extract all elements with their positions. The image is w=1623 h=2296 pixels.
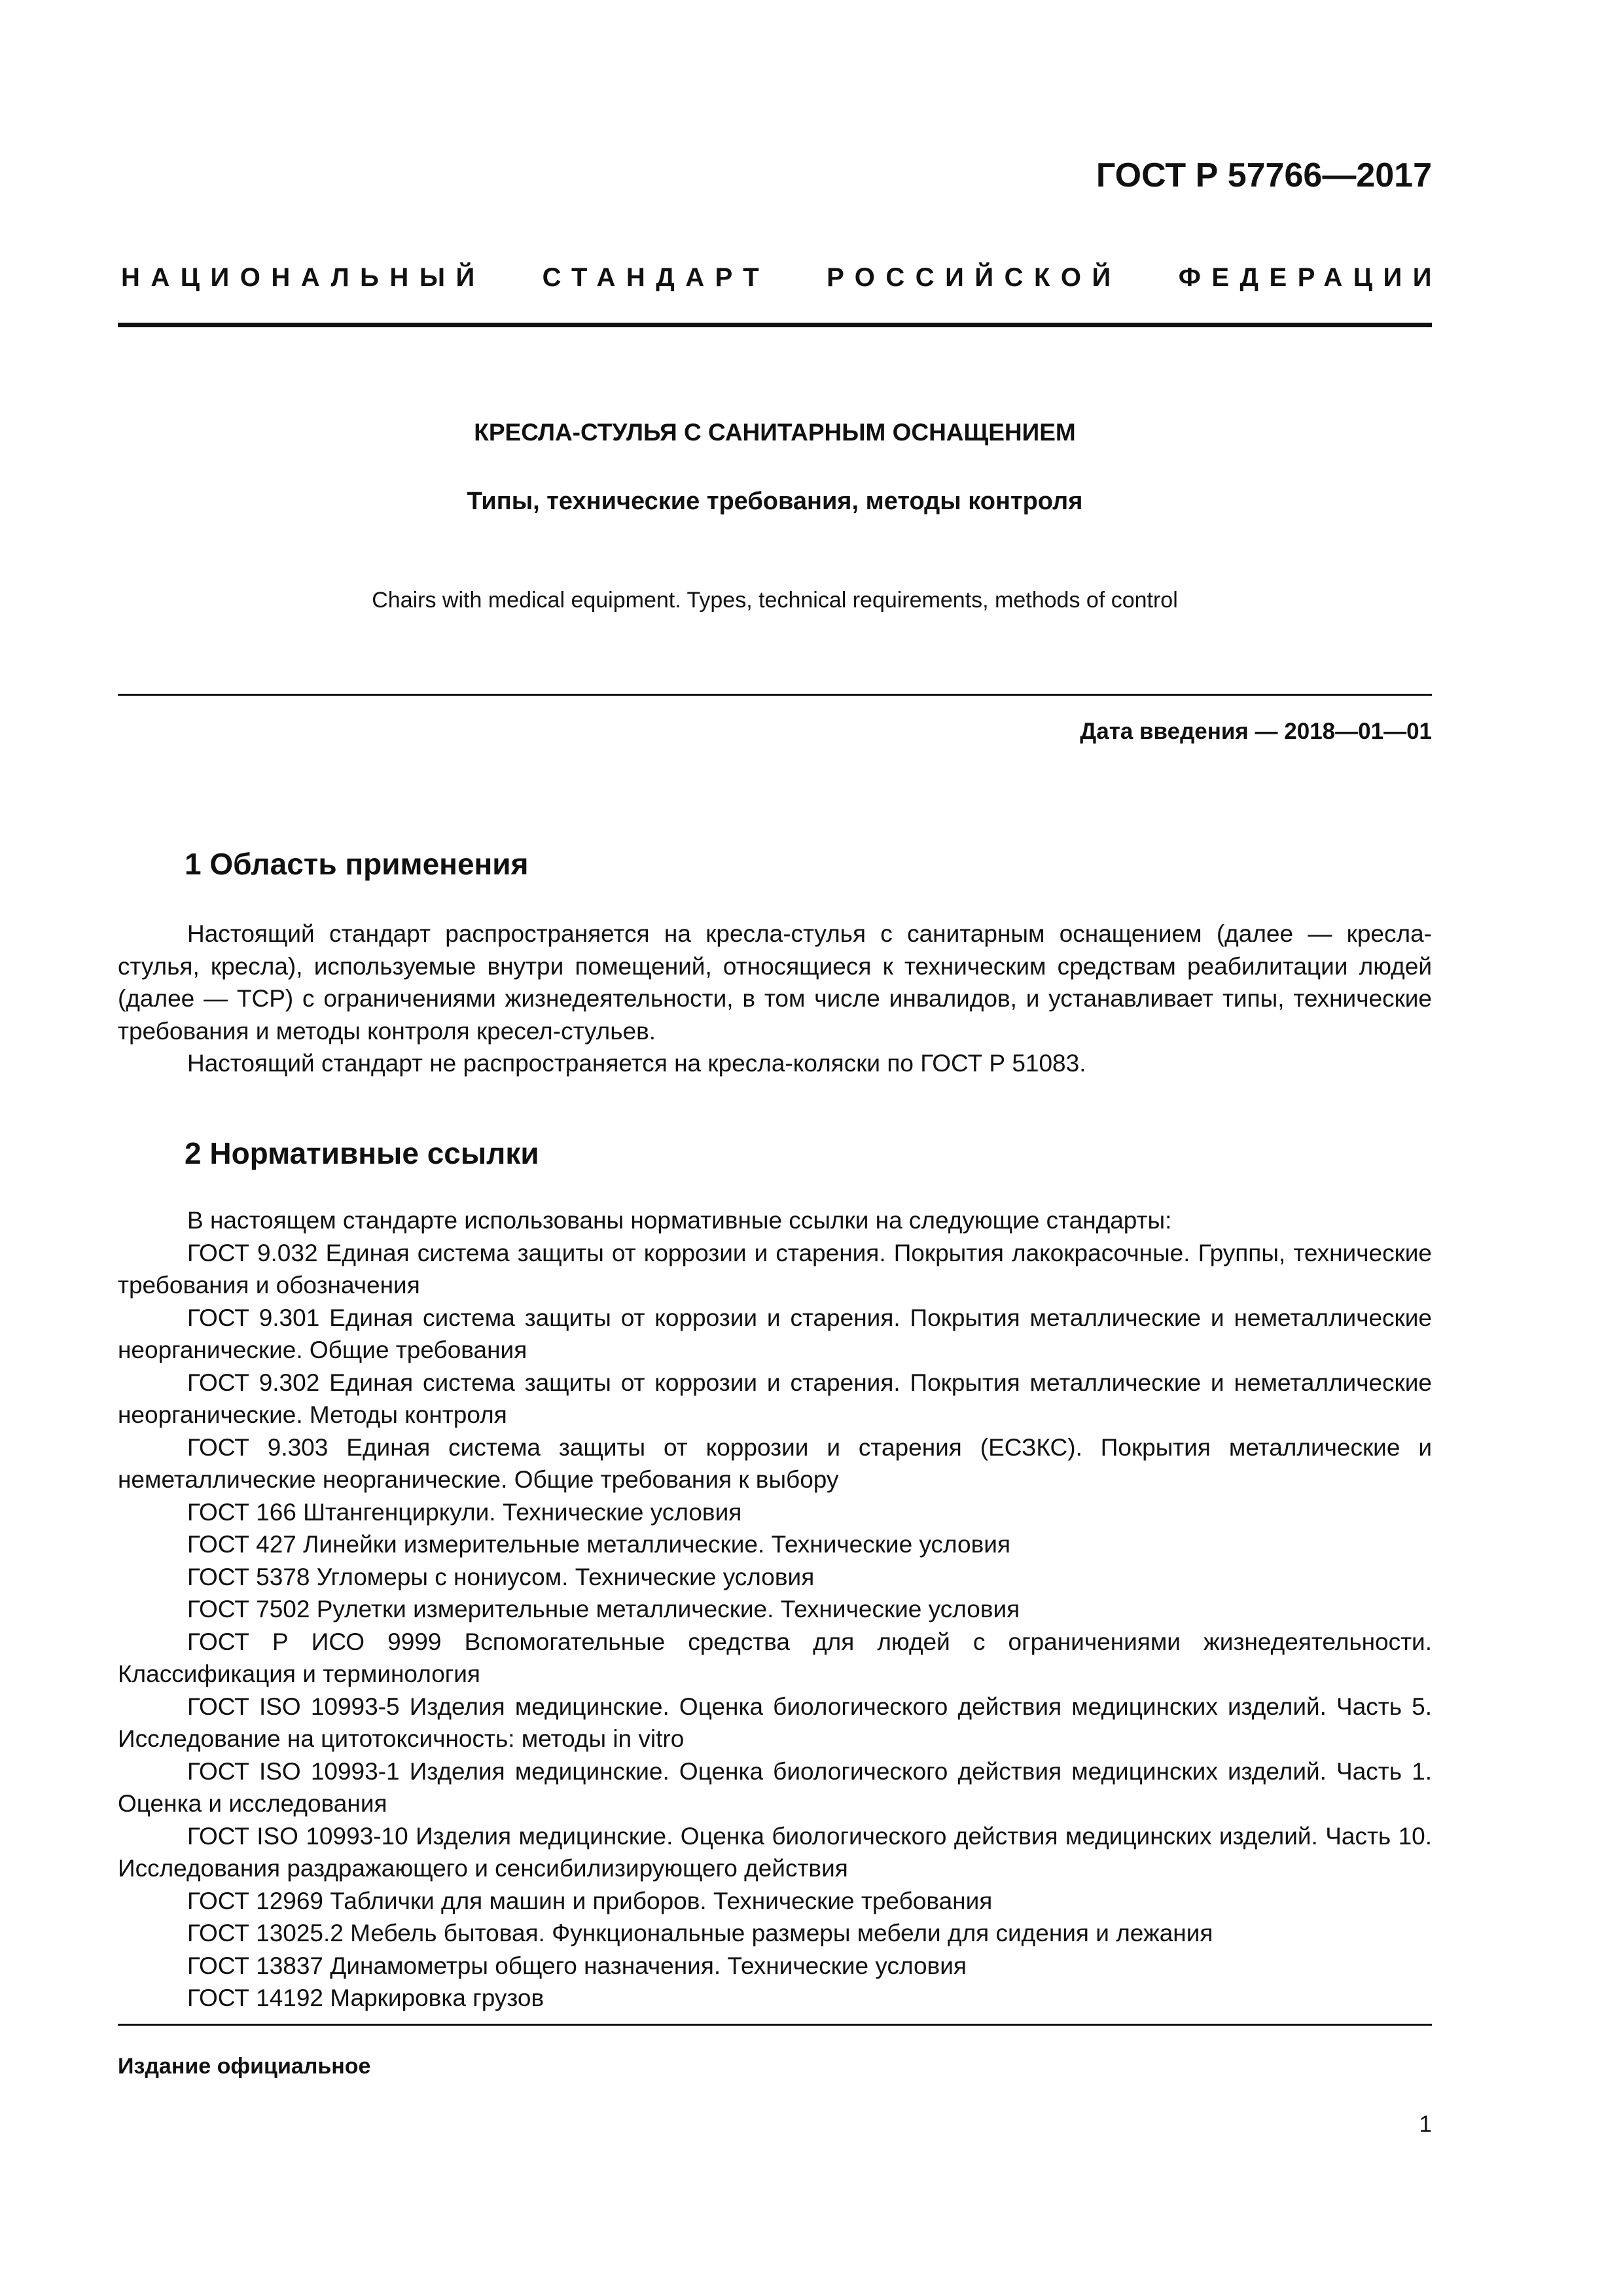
reference-item: ГОСТ ISO 10993-5 Изделия медицинские. Оценка биологического действия медицинских изделий. Часть 5. Исследование на цитотоксичность: методы in vitro xyxy=(118,1693,1432,1752)
official-edition-label: Издание официальное xyxy=(118,2054,371,2079)
doc-number: ГОСТ Р 57766—2017 xyxy=(1096,156,1432,194)
reference-item: ГОСТ 9.032 Единая система защиты от коррозии и старения. Покрытия лакокрасочные. Группы, технические требования и обозначения xyxy=(118,1239,1432,1299)
reference-item: ГОСТ 13837 Динамометры общего назначения. Технические условия xyxy=(187,1952,967,1979)
paragraph: Настоящий стандарт распространяется на кресла-стулья с санитарным оснащением (далее — кресла-стулья, кресла), используемые внутри помещений, относящиеся к техническим средствам реабилитации людей (далее — ТСР) с ограничениями жизнедеятельности, в том числе инвалидов, и устанавливает типы, технические требования и методы контроля кресел-стульев. xyxy=(118,920,1432,1045)
reference-item: ГОСТ 14192 Маркировка грузов xyxy=(187,1984,544,2011)
document-subtitle: Типы, технические требования, методы контроля xyxy=(467,488,1083,515)
reference-item: ГОСТ 9.301 Единая система защиты от коррозии и старения. Покрытия металлические и неметаллические неорганические. Общие требования xyxy=(118,1304,1432,1363)
document-title: КРЕСЛА-СТУЛЬЯ С САНИТАРНЫМ ОСНАЩЕНИЕМ xyxy=(474,419,1076,446)
reference-item: ГОСТ ISO 10993-1 Изделия медицинские. Оценка биологического действия медицинских изделий. Часть 1. Оценка и исследования xyxy=(118,1757,1432,1817)
reference-item: ГОСТ 427 Линейки измерительные металлические. Технические условия xyxy=(187,1531,1010,1558)
paragraph: В настоящем стандарте использованы нормативные ссылки на следующие стандарты: xyxy=(187,1207,1172,1234)
header-rule xyxy=(118,323,1432,327)
reference-item: ГОСТ 9.303 Единая система защиты от коррозии и старения (ЕСЗКС). Покрытия металлические и неметаллические неорганические. Общие требования к выбору xyxy=(118,1433,1432,1493)
banner-word: НАЦИОНАЛЬНЫЙ xyxy=(121,263,486,292)
reference-item: ГОСТ Р ИСО 9999 Вспомогательные средства для людей с ограничениями жизнедеятельности. Классификация и терминология xyxy=(118,1628,1432,1687)
introduction-date: Дата введения — 2018—01—01 xyxy=(1080,719,1432,744)
reference-item: ГОСТ 166 Штангенциркули. Технические условия xyxy=(187,1498,742,1526)
banner-word: ФЕДЕРАЦИИ xyxy=(1178,263,1442,292)
section-references-body xyxy=(118,1204,1432,2015)
page-number: 1 xyxy=(1419,2111,1432,2137)
reference-item: ГОСТ ISO 10993-10 Изделия медицинские. Оценка биологического действия медицинских изделий. Часть 10. Исследования раздражающего и сенсибилизирующего действия xyxy=(118,1822,1432,1882)
national-standard-banner xyxy=(121,263,1442,293)
section-heading-references: 2 Нормативные ссылки xyxy=(185,1136,539,1170)
footer-rule xyxy=(118,2024,1432,2026)
section-scope-body xyxy=(118,918,1432,1080)
banner-word: СТАНДАРТ xyxy=(542,263,770,292)
reference-item: ГОСТ 5378 Угломеры с нониусом. Технические условия xyxy=(187,1563,815,1590)
section-heading-scope: 1 Область применения xyxy=(185,847,529,881)
reference-item: ГОСТ 9.302 Единая система защиты от коррозии и старения. Покрытия металлические и неметаллические неорганические. Методы контроля xyxy=(118,1369,1432,1428)
title-rule xyxy=(118,694,1432,696)
reference-item: ГОСТ 12969 Таблички для машин и приборов. Технические требования xyxy=(187,1887,993,1914)
reference-item: ГОСТ 7502 Рулетки измерительные металлические. Технические условия xyxy=(187,1596,1020,1623)
paragraph: Настоящий стандарт не распространяется на кресла-коляски по ГОСТ Р 51083. xyxy=(187,1050,1086,1077)
banner-word: РОССИЙСКОЙ xyxy=(827,263,1122,292)
reference-item: ГОСТ 13025.2 Мебель бытовая. Функциональные размеры мебели для сидения и лежания xyxy=(187,1920,1213,1946)
english-title: Chairs with medical equipment. Types, technical requirements, methods of control xyxy=(372,588,1178,613)
